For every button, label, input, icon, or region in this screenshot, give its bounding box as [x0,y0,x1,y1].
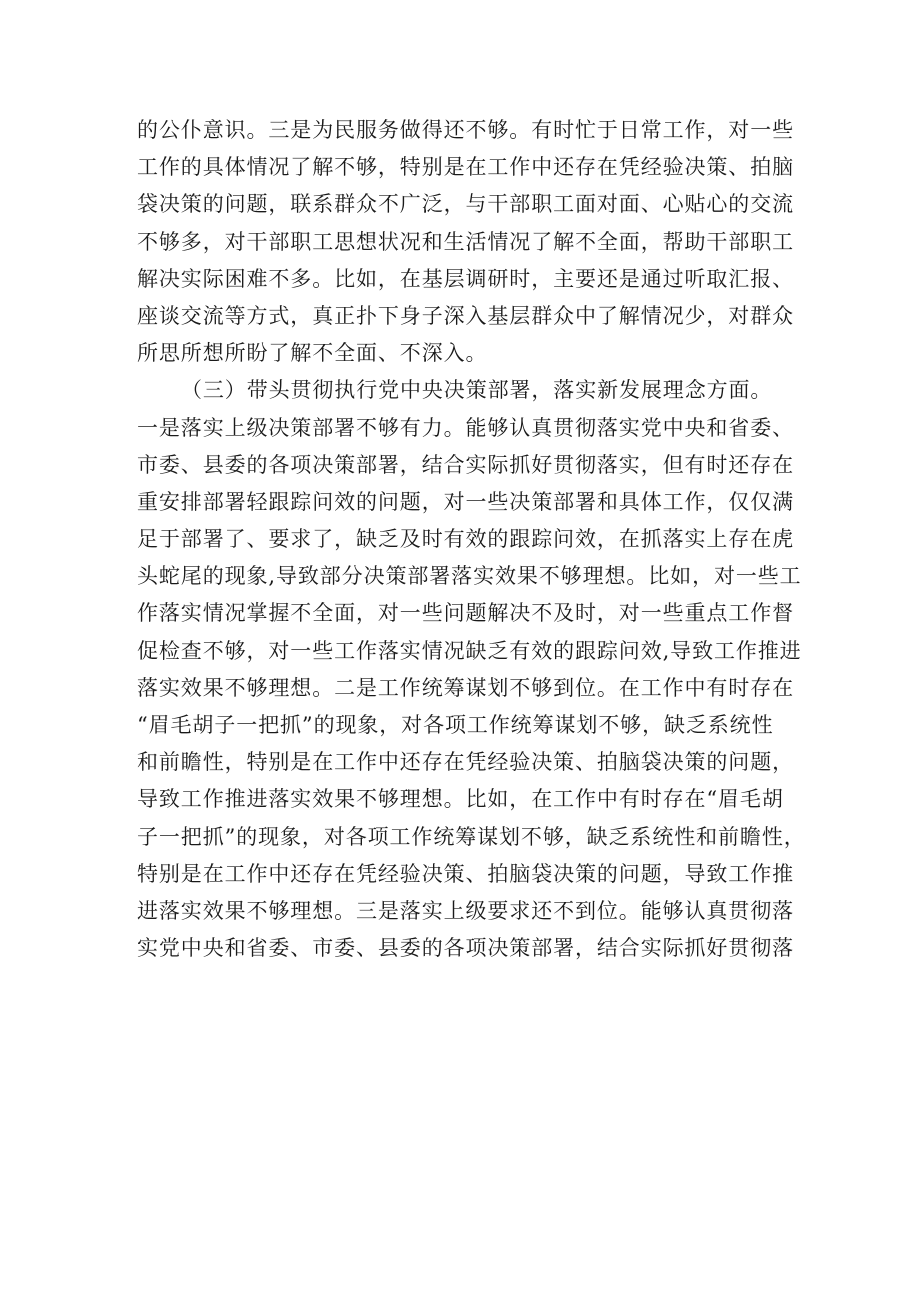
text-line: 的公仆意识。三是为民服务做得还不够。有时忙于日常工作，对一些 [137,118,794,142]
text-line: 重安排部署轻跟踪问效的问题，对一些决策部署和具体工作，仅仅满 [137,489,794,514]
text-line: 落实效果不够理想。二是工作统筹谋划不够到位。在工作中有时存在 [137,675,794,700]
text-line: 促检查不够，对一些工作落实情况缺乏有效的跟踪问效,导致工作推进 [137,638,802,663]
text-line: 和前瞻性，特别是在工作中还存在凭经验决策、拍脑袋决策的问题， [137,750,794,775]
text-line: 所思所想所盼了解不全面、不深入。 [137,341,488,366]
text-line: 实党中央和省委、市委、县委的各项决策部署，结合实际抓好贯彻落 [137,936,794,961]
text-line: 工作的具体情况了解不够，特别是在工作中还存在凭经验决策、拍脑 [137,155,794,180]
text-line: 袋决策的问题，联系群众不广泛，与干部职工面对面、心贴心的交流 [137,192,794,217]
text-line: 足于部署了、要求了，缺乏及时有效的跟踪问效，在抓落实上存在虎 [137,527,794,552]
section-heading: （三）带头贯彻执行党中央决策部署，落实新发展理念方面。 [181,378,773,403]
text-line: 解决实际困难不多。比如，在基层调研时，主要还是通过听取汇报、 [137,266,794,291]
text-line: 特别是在工作中还存在凭经验决策、拍脑袋决策的问题，导致工作推 [137,861,794,886]
document-body [137,112,806,967]
text-line: 导致工作推进落实效果不够理想。比如，在工作中有时存在“眉毛胡 [137,787,784,812]
text-line: “眉毛胡子一把抓”的现象，对各项工作统筹谋划不够，缺乏系统性 [137,713,774,737]
text-line: 一是落实上级决策部署不够有力。能够认真贯彻落实党中央和省委、 [137,415,794,440]
text-line: 子一把抓”的现象，对各项工作统筹谋划不够，缺乏系统性和前瞻性， [137,824,806,849]
text-line: 不够多，对干部职工思想状况和生活情况了解不全面，帮助干部职工 [137,229,794,254]
text-line: 头蛇尾的现象,导致部分决策部署落实效果不够理想。比如，对一些工 [137,564,802,589]
text-line: 作落实情况掌握不全面，对一些问题解决不及时，对一些重点工作督 [137,601,794,626]
text-line: 进落实效果不够理想。三是落实上级要求还不到位。能够认真贯彻落 [137,898,794,923]
text-line: 座谈交流等方式，真正扑下身子深入基层群众中了解情况少，对群众 [137,303,794,328]
text-line: 市委、县委的各项决策部署，结合实际抓好贯彻落实，但有时还存在 [137,452,794,477]
